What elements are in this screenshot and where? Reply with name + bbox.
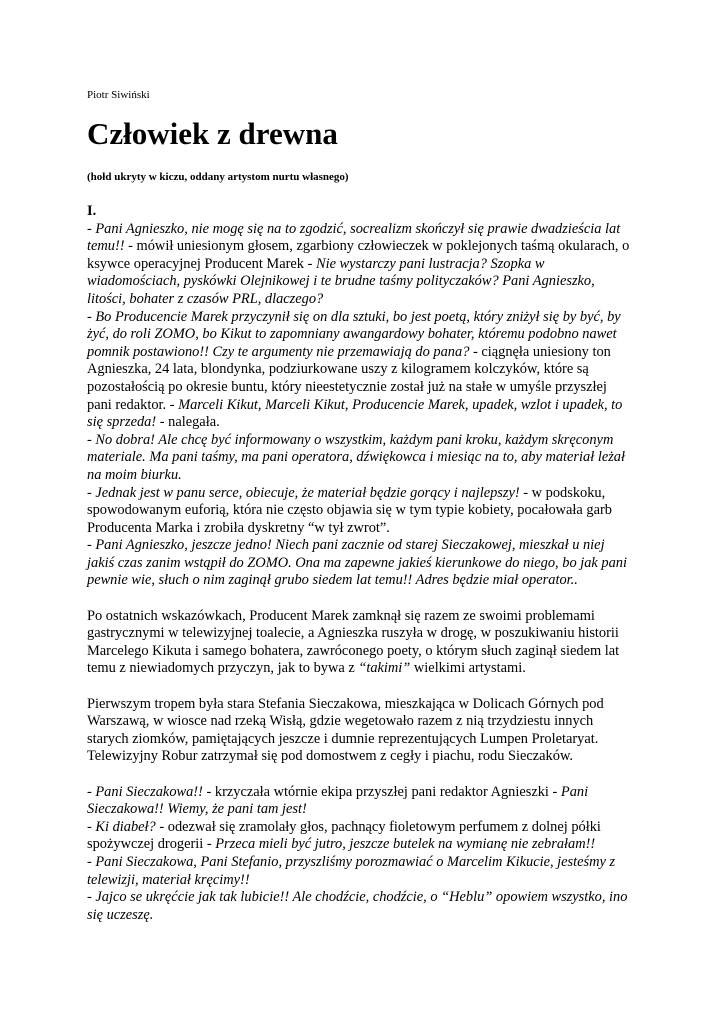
italic-dialogue-segment: jakiś czas zanim wstąpił do ZOMO. Ona ma zapewne jakieś kierunkowe do niego, bo jak pani xyxy=(87,554,628,571)
italic-dialogue-segment: - Pani Sieczakowa!! xyxy=(87,783,207,800)
text-line xyxy=(87,309,647,327)
text-line xyxy=(87,520,647,538)
italic-dialogue-segment: Sieczakowa!! Wiemy, że pani tam jest! xyxy=(87,801,307,818)
chapter-heading: I. xyxy=(87,203,97,219)
text-line xyxy=(87,361,647,379)
italic-dialogue-segment: litości, bohater z czasów PRL, dlaczego? xyxy=(87,290,324,307)
italic-dialogue-segment: - Pani Agnieszko, nie mogę się na to zgodzić, socrealizm skończył się prawie dwadzieścia lat xyxy=(87,220,621,237)
italic-dialogue-segment: Nie wystarczy pani lustracja? Szopka w xyxy=(315,255,545,272)
italic-dialogue-segment: pewnie wie, słuch o nim zaginął grubo siedem lat temu!! Adres będzie miał operator.. xyxy=(87,572,578,589)
narration-segment: - w podskoku, xyxy=(523,484,606,501)
text-line xyxy=(87,326,647,344)
paragraph-gap xyxy=(87,678,647,696)
text-line xyxy=(87,836,647,854)
text-line xyxy=(87,625,647,643)
narration-segment: pozostałością po okresie buntu, który nieestetycznie został już na stałe w umyśle przyszłej xyxy=(87,378,607,395)
italic-dialogue-segment: - Bo Producencie Marek przyczynił się on dla sztuki, bo jest poetą, który zniżył się by być, by xyxy=(87,308,621,325)
narration-segment: Warszawą, w wiosce nad rzeką Wisłą, gdzie wegetowało razem z nią trzydziestu innych xyxy=(87,713,594,730)
text-line xyxy=(87,502,647,520)
italic-dialogue-segment: żyć, do roli ZOMO, bo Kikut to zapomniany awangardowy bohater, któremu podobno nawet xyxy=(87,326,617,343)
italic-dialogue-segment: telewizji, materiał kręcimy!! xyxy=(87,871,250,888)
text-line xyxy=(87,784,647,802)
narration-segment: Marcelego Kikuta i samego bohatera, zawróconego poety, o którym słuch zaginął siedem lat xyxy=(87,642,620,659)
italic-dialogue-segment: - Jajco se ukręćcie jak tak lubicie!! Ale chodźcie, chodźcie, o “Heblu” opowiem wszystko, ino xyxy=(87,889,628,906)
text-line xyxy=(87,872,647,890)
narration-segment: - odezwał się zramolały głos, pachnący fioletowym perfumem z dolnej półki xyxy=(159,818,601,835)
italic-dialogue-segment: wiadomościach, pyskówki Olejnikowej i te brudne taśmy polityczaków? Pani Agnieszko, xyxy=(87,273,595,290)
text-line xyxy=(87,819,647,837)
narration-segment: gastrycznymi w telewizyjnej toalecie, a Agnieszka ruszyła w drogę, w poszukiwaniu historii xyxy=(87,625,619,642)
narration-segment: - nalegała. xyxy=(159,414,220,431)
narration-segment: Producenta Marka i zrobiła dyskretny “w tył zwrot”. xyxy=(87,519,390,536)
document-subtitle: (hołd ukryty w kiczu, oddany artystom nurtu własnego) xyxy=(87,171,349,183)
text-line xyxy=(87,643,647,661)
italic-dialogue-segment: się uczeszę. xyxy=(87,906,154,923)
text-line xyxy=(87,537,647,555)
narration-segment: Pierwszym tropem była stara Stefania Sieczakowa, mieszkająca w Dolicach Górnych pod xyxy=(87,695,604,712)
text-line xyxy=(87,660,647,678)
narration-segment: - mówił uniesionym głosem, zgarbiony człowieczek w poklejonych taśmą okularach, o xyxy=(128,238,630,255)
text-line xyxy=(87,696,647,714)
italic-dialogue-segment: materiale. Ma pani taśmy, ma pani operatora, dźwiękowca i miesiąc na to, aby materiał leżał xyxy=(87,449,625,466)
text-line xyxy=(87,854,647,872)
narration-segment: pani redaktor. xyxy=(87,396,170,413)
narration-segment: wielkimi artystami. xyxy=(410,660,526,677)
narration-segment: spowodowanym euforią, która nie często objawia się w tym typie kobiety, pocałowała garb xyxy=(87,502,612,519)
text-line xyxy=(87,485,647,503)
paragraph-gap xyxy=(87,590,647,608)
text-line xyxy=(87,801,647,819)
text-line xyxy=(87,748,647,766)
text-line xyxy=(87,273,647,291)
narration-segment: starych ziomków, pamiętających jeszcze i dumnie reprezentujących Lumpen Proletaryat. xyxy=(87,730,599,747)
narration-segment: Telewizyjny Robur zatrzymał się pod domostwem z cegły i piachu, rodu Sieczaków. xyxy=(87,748,573,765)
narration-segment: Po ostatnich wskazówkach, Producent Marek zamknął się razem ze swoimi problemami xyxy=(87,607,595,624)
italic-dialogue-segment: na moim biurku. xyxy=(87,466,182,483)
text-line xyxy=(87,238,647,256)
paragraph-gap xyxy=(87,766,647,784)
narration-segment: ksywce operacyjnej Producent Marek - xyxy=(87,255,316,272)
italic-dialogue-segment: - Marceli Kikut, Marceli Kikut, Producencie Marek, upadek, wzlot i upadek, to xyxy=(169,396,623,413)
text-line xyxy=(87,432,647,450)
italic-dialogue-segment: pomnik postawiono!! Czy te argumenty nie przemawiają do pana? xyxy=(87,343,473,360)
text-line xyxy=(87,221,647,239)
text-line xyxy=(87,414,647,432)
text-line xyxy=(87,256,647,274)
author-name: Piotr Siwiński xyxy=(87,89,150,101)
text-line xyxy=(87,449,647,467)
document-body xyxy=(87,203,647,924)
italic-dialogue-segment: “takimi” xyxy=(358,660,411,677)
text-line xyxy=(87,608,647,626)
narration-segment: Agnieszka, 24 lata, blondynka, podziurkowane uszy z kilogramem kolczyków, które są xyxy=(87,361,589,378)
narration-segment: spożywczej drogerii - xyxy=(87,836,216,853)
italic-dialogue-segment: Przeca mieli być jutro, jeszcze butelek na wymianę nie zebrałam!! xyxy=(215,836,596,853)
text-line xyxy=(87,731,647,749)
text-line xyxy=(87,291,647,309)
italic-dialogue-segment: - No dobra! Ale chcę być informowany o wszystkim, każdym pani kroku, każdym skręconym xyxy=(87,431,614,448)
text-line xyxy=(87,467,647,485)
italic-dialogue-segment: Pani xyxy=(560,783,589,800)
italic-dialogue-segment: - Ki diabeł? xyxy=(87,818,160,835)
text-line xyxy=(87,572,647,590)
italic-dialogue-segment: - Pani Agnieszko, jeszcze jedno! Niech pani zacznie od starej Sieczakowej, mieszkał u niej xyxy=(87,537,605,554)
text-line xyxy=(87,713,647,731)
italic-dialogue-segment: się sprzeda! xyxy=(87,414,160,431)
italic-dialogue-segment: temu!! xyxy=(87,238,129,255)
narration-segment: - krzyczała wtórnie ekipa przyszłej pani redaktor Agnieszki - xyxy=(206,783,561,800)
italic-dialogue-segment: - Pani Sieczakowa, Pani Stefanio, przyszliśmy porozmawiać o Marcelim Kikucie, jesteśmy z xyxy=(87,853,616,870)
text-line xyxy=(87,379,647,397)
text-line xyxy=(87,889,647,907)
document-title: Człowiek z drewna xyxy=(87,116,338,151)
narration-segment: temu z niewiadomych przyczyn, jak to bywa z xyxy=(87,660,359,677)
text-line xyxy=(87,397,647,415)
narration-segment: - ciągnęła uniesiony ton xyxy=(472,343,611,360)
text-line xyxy=(87,555,647,573)
italic-dialogue-segment: - Jednak jest w panu serce, obiecuje, że materiał będzie gorący i najlepszy! xyxy=(87,484,524,501)
text-line xyxy=(87,344,647,362)
text-line xyxy=(87,907,647,925)
